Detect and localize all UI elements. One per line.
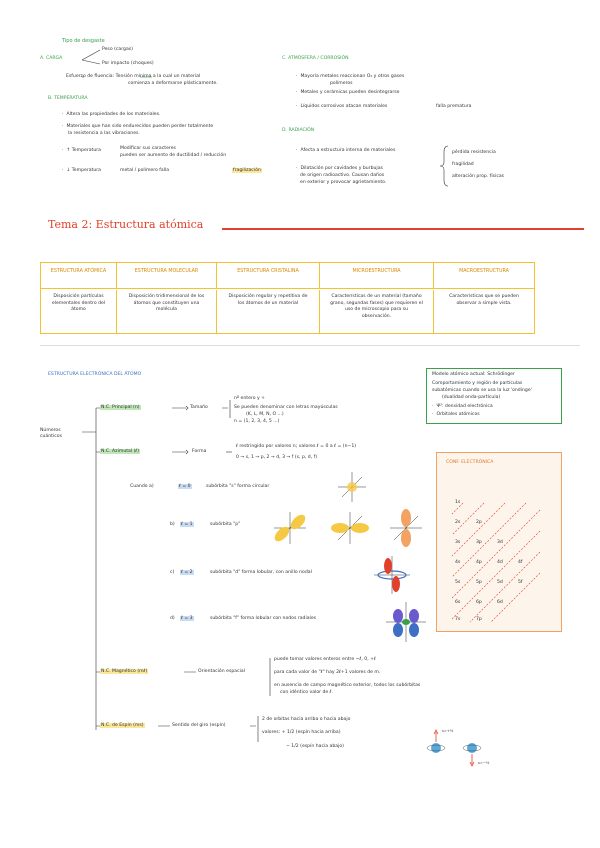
case-d-l-text: ℓ = 3 [181, 616, 193, 621]
magnetico-t2: para cada valor de "ℓ" hay 2ℓ+1 valores de m. [274, 670, 381, 675]
config-cell: 4s [455, 560, 461, 565]
case-c-tag: c) [170, 570, 175, 575]
temp-item-3: la resistencia a las vibraciones. [68, 131, 140, 136]
magnetico-t4: con idéntico valor de ℓ. [280, 690, 334, 695]
principal-text: N.C. Principal (n) [101, 405, 140, 410]
fragilizacion-text: fragilización [233, 168, 261, 173]
espin-t3: − 1/2 (espín hacia abajo) [286, 744, 344, 749]
table-header: MICROESTRUCTURA [320, 263, 434, 289]
radiacion-label: D. RADIACIÓN [282, 128, 315, 133]
config-cell: 2s [455, 520, 461, 525]
rad-effect-2: fragilidad [452, 162, 474, 167]
fluencia-line-1: Esfuerzo de fluencia: Tensión mínima a la cual un material [66, 74, 201, 79]
spin-up-label: s=+½ [442, 729, 454, 733]
rad-line-1: · Afecta a estructura interna de materiales [296, 148, 395, 154]
config-cell: 4f [518, 560, 523, 565]
config-title: CONF. ELECTRÓNICA [446, 460, 494, 465]
table-cell: Disposición partículas elementales dentro del átomo [41, 290, 117, 333]
magnetico-t3: en ausencia de campo magnético exterior, todos los subórbitas [274, 683, 421, 688]
rad-line-2: · Dilatación por cavidades y burbujas [296, 166, 383, 172]
atm-item-1-sub: polímeros [330, 81, 353, 86]
numeros-cuanticos: Números cuánticos [40, 428, 62, 439]
temp-up-text-1: Modificar sus caracteres [120, 146, 176, 151]
page-title: Tema 2: Estructura atómica [48, 218, 204, 231]
rad-effect-3: alteración prop. físicas [452, 174, 505, 179]
azimutal-t2: 0 → s, 1 → p, 2 → d, 3 → f (s, p, d, f) [236, 455, 318, 460]
table-header: ESTRUCTURA CRISTALINA [217, 263, 320, 289]
principal-t2: Se pueden denominar con letras mayúsculas [234, 405, 338, 410]
model-line: subatómicas cuando se usa la luz 'ondinge' [432, 388, 532, 393]
table-cell: Disposición regular y repetitiva de los átomos de un material [217, 290, 320, 333]
case-d-text: subórbita "f" forma lobular con nodos radiales [210, 616, 317, 621]
temp-down-label: · ↓ Temperatura [62, 168, 101, 174]
rad-line-4: en exterior y provocar agrietamiento. [300, 180, 387, 185]
rad-line-3: de origen radioactivo. Causan daños [300, 173, 385, 178]
table-cell: Características de un material (tamaño grano, segundas fases) que requieren el uso de microscopio para su observación. [320, 290, 434, 333]
azimutal-t1: ℓ restringido por valores n; valores ℓ = 0 a ℓ = (n−1) [236, 444, 357, 449]
carga-branch-2: Por impacto (choques) [102, 61, 154, 66]
config-cell: 7p [476, 617, 482, 622]
azimutal-arrow: Forma [192, 449, 207, 454]
magnetico-text: N.C. Magnético (mℓ) [101, 669, 148, 674]
config-cell: 2p [476, 520, 482, 525]
case-a-l-text: ℓ = 0 [179, 484, 191, 489]
atmosfera-label: C. ATMÓSFERA / CORROSIÓN [282, 56, 349, 61]
section-heading: Tipo de desgaste [62, 38, 105, 44]
espin-arrow: Sentido del giro (espín) [172, 723, 226, 728]
config-cell: 3s [455, 540, 461, 545]
model-line: · Orbitales atómicos [432, 412, 480, 418]
table-header: ESTRUCTURA MOLECULAR [117, 263, 217, 289]
table-cell: Disposición tridimensional de los átomos que constituyen una molécula [117, 290, 217, 333]
case-c-l-text: ℓ = 2 [181, 570, 193, 575]
case-d-tag: d) [170, 616, 175, 621]
config-cell: 3p [476, 540, 482, 545]
model-line: (dualidad onda-partícula) [442, 395, 501, 400]
temperatura-label: B. TEMPERATURA [48, 96, 88, 101]
case-b-tag: b) [170, 522, 175, 527]
atm-item-3-result: falla prematura [436, 104, 472, 109]
temp-up-text-2: pueden ser aumento de ductilidad / reducción [120, 153, 227, 158]
temp-down-text: metal / polímero falla [120, 168, 170, 173]
table-header: MACROESTRUCTURA [434, 263, 534, 289]
config-cell: 5s [455, 580, 461, 585]
config-cell: 5d [497, 580, 503, 585]
carga-text: A. CARGA [40, 56, 63, 61]
atm-item-3: · Líquidos corrosivos atacan materiales [296, 104, 387, 110]
config-cell: 3d [497, 540, 503, 545]
temp-up-label: · ↑ Temperatura [62, 148, 101, 154]
electronic-title: ESTRUCTURA ELECTRÓNICA DEL ÁTOMO [48, 372, 142, 377]
principal-t1: nº entero y + [234, 396, 265, 401]
config-cell: 6p [476, 600, 482, 605]
magnetico-arrow: Orientación espacial [198, 669, 245, 674]
principal-arrow: Tamaño [190, 405, 208, 410]
atm-item-1: · Mayoría metales reaccionan O₂ y otros gases [296, 74, 404, 80]
config-cell: 1s [455, 500, 461, 505]
fluencia-line-2: comienza a deformarse plásticamente. [128, 81, 218, 86]
spin-down-label: s=−½ [478, 761, 490, 765]
table-cell: Características que se pueden observar a simple vista. [449, 294, 519, 306]
carga-branch-1: Peso (cargas) [102, 47, 133, 52]
config-cell: 5p [476, 580, 482, 585]
atm-item-2: · Metales y cerámicas pueden desintegrarse [296, 90, 399, 96]
model-line: Comportamiento y región de partículas [432, 381, 523, 386]
model-title: Modelo atómico actual: Schrödinger [432, 372, 515, 377]
case-b-text: subórbita "p" [210, 522, 241, 527]
temp-item-2: · Materiales que han sido endurecidos pueden perder totalmente [62, 124, 213, 130]
case-a-tag: Cuando a) [130, 484, 154, 489]
config-cell: 6d [497, 600, 503, 605]
case-a-text: subórbita "s" forma circular [206, 484, 270, 489]
table-header: ESTRUCTURA ATÓMICA [41, 263, 117, 289]
temp-item-1: · Altera las propiedades de los materiales. [62, 112, 160, 118]
magnetico-t1: puede tomar valores enteros entre −ℓ, 0, +ℓ [274, 657, 376, 662]
case-b-l-text: ℓ = 1 [181, 522, 193, 527]
config-cell: 7s [455, 617, 461, 622]
espin-t1: 2 de orbitas hacia arriba o hacia abajo [262, 717, 351, 722]
config-cell: 4p [476, 560, 482, 565]
principal-t3: (K, L, M, N, O ...) [246, 412, 284, 417]
principal-t4: n = (1, 2, 3, 4, 5 ...) [234, 419, 280, 424]
azimutal-text: N.C. Azimutal (ℓ) [101, 449, 140, 454]
config-cell: 4d [497, 560, 503, 565]
espin-text: N.C. de Espín (ms) [101, 723, 144, 728]
config-cell: 6s [455, 600, 461, 605]
config-cell: 5f [518, 580, 523, 585]
model-line: · Ψ²: densidad electrónica [432, 404, 493, 410]
rad-effect-1: pérdida resistencia [452, 150, 496, 155]
case-c-text: subórbita "d" forma lobular, con anillo nodal [210, 570, 312, 575]
espin-t2: valores: + 1/2 (espín hacia arriba) [262, 730, 341, 735]
